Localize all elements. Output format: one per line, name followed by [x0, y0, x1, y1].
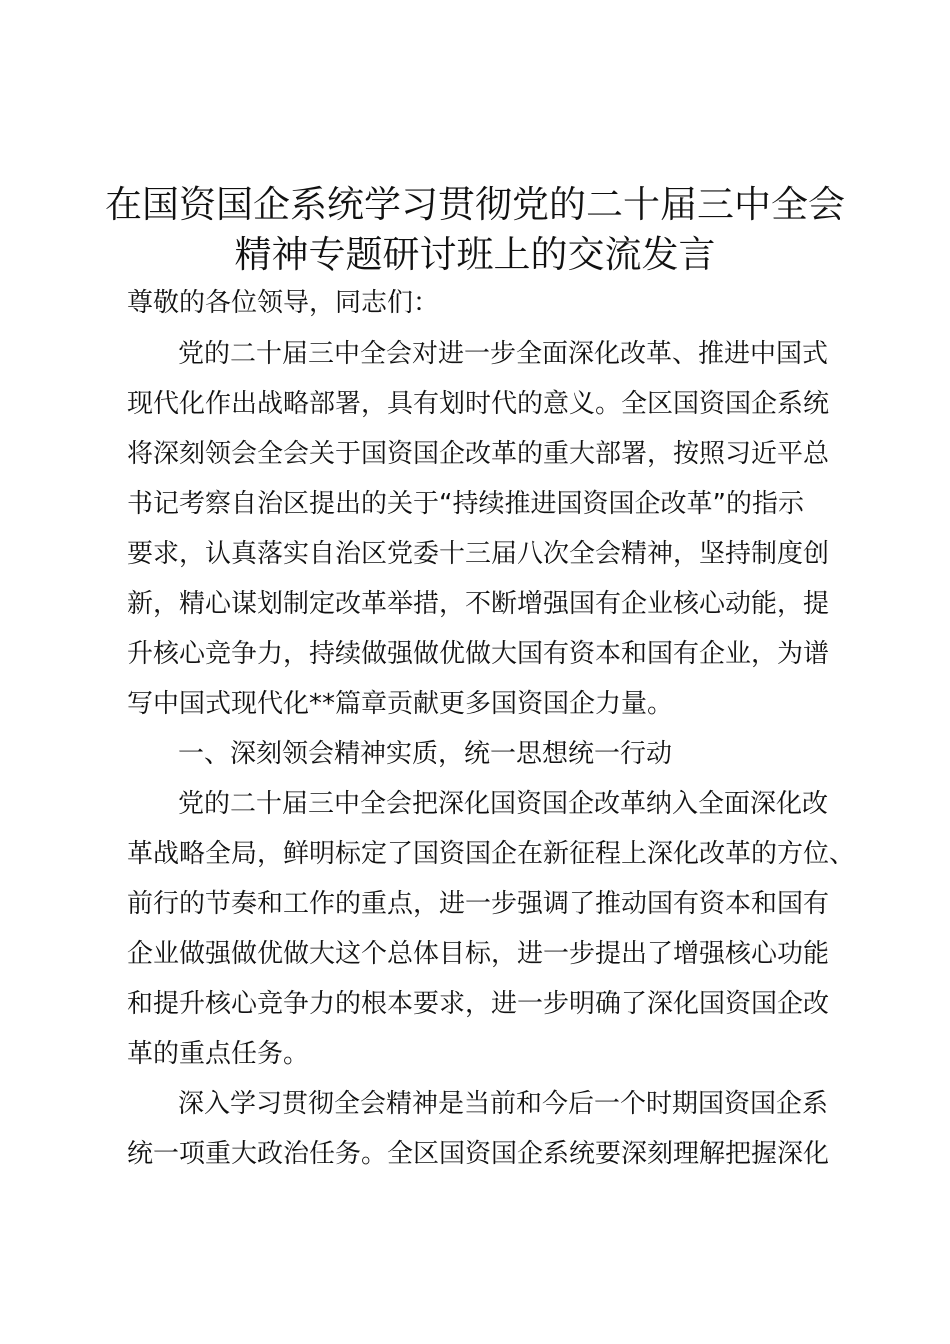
paragraph-2-line: 企业做强做优做大这个总体目标，进一步提出了增强核心功能 [127, 939, 830, 969]
section-1-heading: 一、深刻领会精神实质，统一思想统一行动 [178, 739, 673, 769]
paragraph-1-line: 要求，认真落实自治区党委十三届八次全会精神，坚持制度创 [127, 539, 830, 569]
paragraph-1-line: 写中国式现代化**篇章贡献更多国资国企力量。 [127, 689, 674, 719]
paragraph-1-line: 新，精心谋划制定改革举措，不断增强国有企业核心动能，提 [127, 589, 830, 619]
document-title-line-1: 在国资国企系统学习贯彻党的二十届三中全会 [105, 183, 845, 226]
paragraph-2-line: 革的重点任务。 [127, 1039, 310, 1069]
paragraph-3-line: 深入学习贯彻全会精神是当前和今后一个时期国资国企系 [178, 1089, 829, 1119]
paragraph-1-line: 将深刻领会全会关于国资国企改革的重大部署，按照习近平总 [127, 439, 830, 469]
document-title-line-2: 精神专题研讨班上的交流发言 [234, 233, 716, 276]
paragraph-2-line: 革战略全局，鲜明标定了国资国企在新征程上深化改革的方位、 [127, 839, 856, 869]
paragraph-1-line: 党的二十届三中全会对进一步全面深化改革、推进中国式 [178, 339, 829, 369]
paragraph-2-line: 前行的节奏和工作的重点，进一步强调了推动国有资本和国有 [127, 889, 830, 919]
paragraph-1-line: 书记考察自治区提出的关于“持续推进国资国企改革”的指示 [127, 489, 804, 519]
paragraph-2-line: 党的二十届三中全会把深化国资国企改革纳入全面深化改 [178, 789, 829, 819]
paragraph-3-line: 统一项重大政治任务。全区国资国企系统要深刻理解把握深化 [127, 1139, 830, 1169]
paragraph-2-line: 和提升核心竞争力的根本要求，进一步明确了深化国资国企改 [127, 989, 830, 1019]
paragraph-1-line: 现代化作出战略部署，具有划时代的意义。全区国资国企系统 [127, 389, 830, 419]
salutation: 尊敬的各位领导，同志们： [127, 288, 440, 318]
paragraph-1-line: 升核心竞争力，持续做强做优做大国有资本和国有企业，为谱 [127, 639, 830, 669]
